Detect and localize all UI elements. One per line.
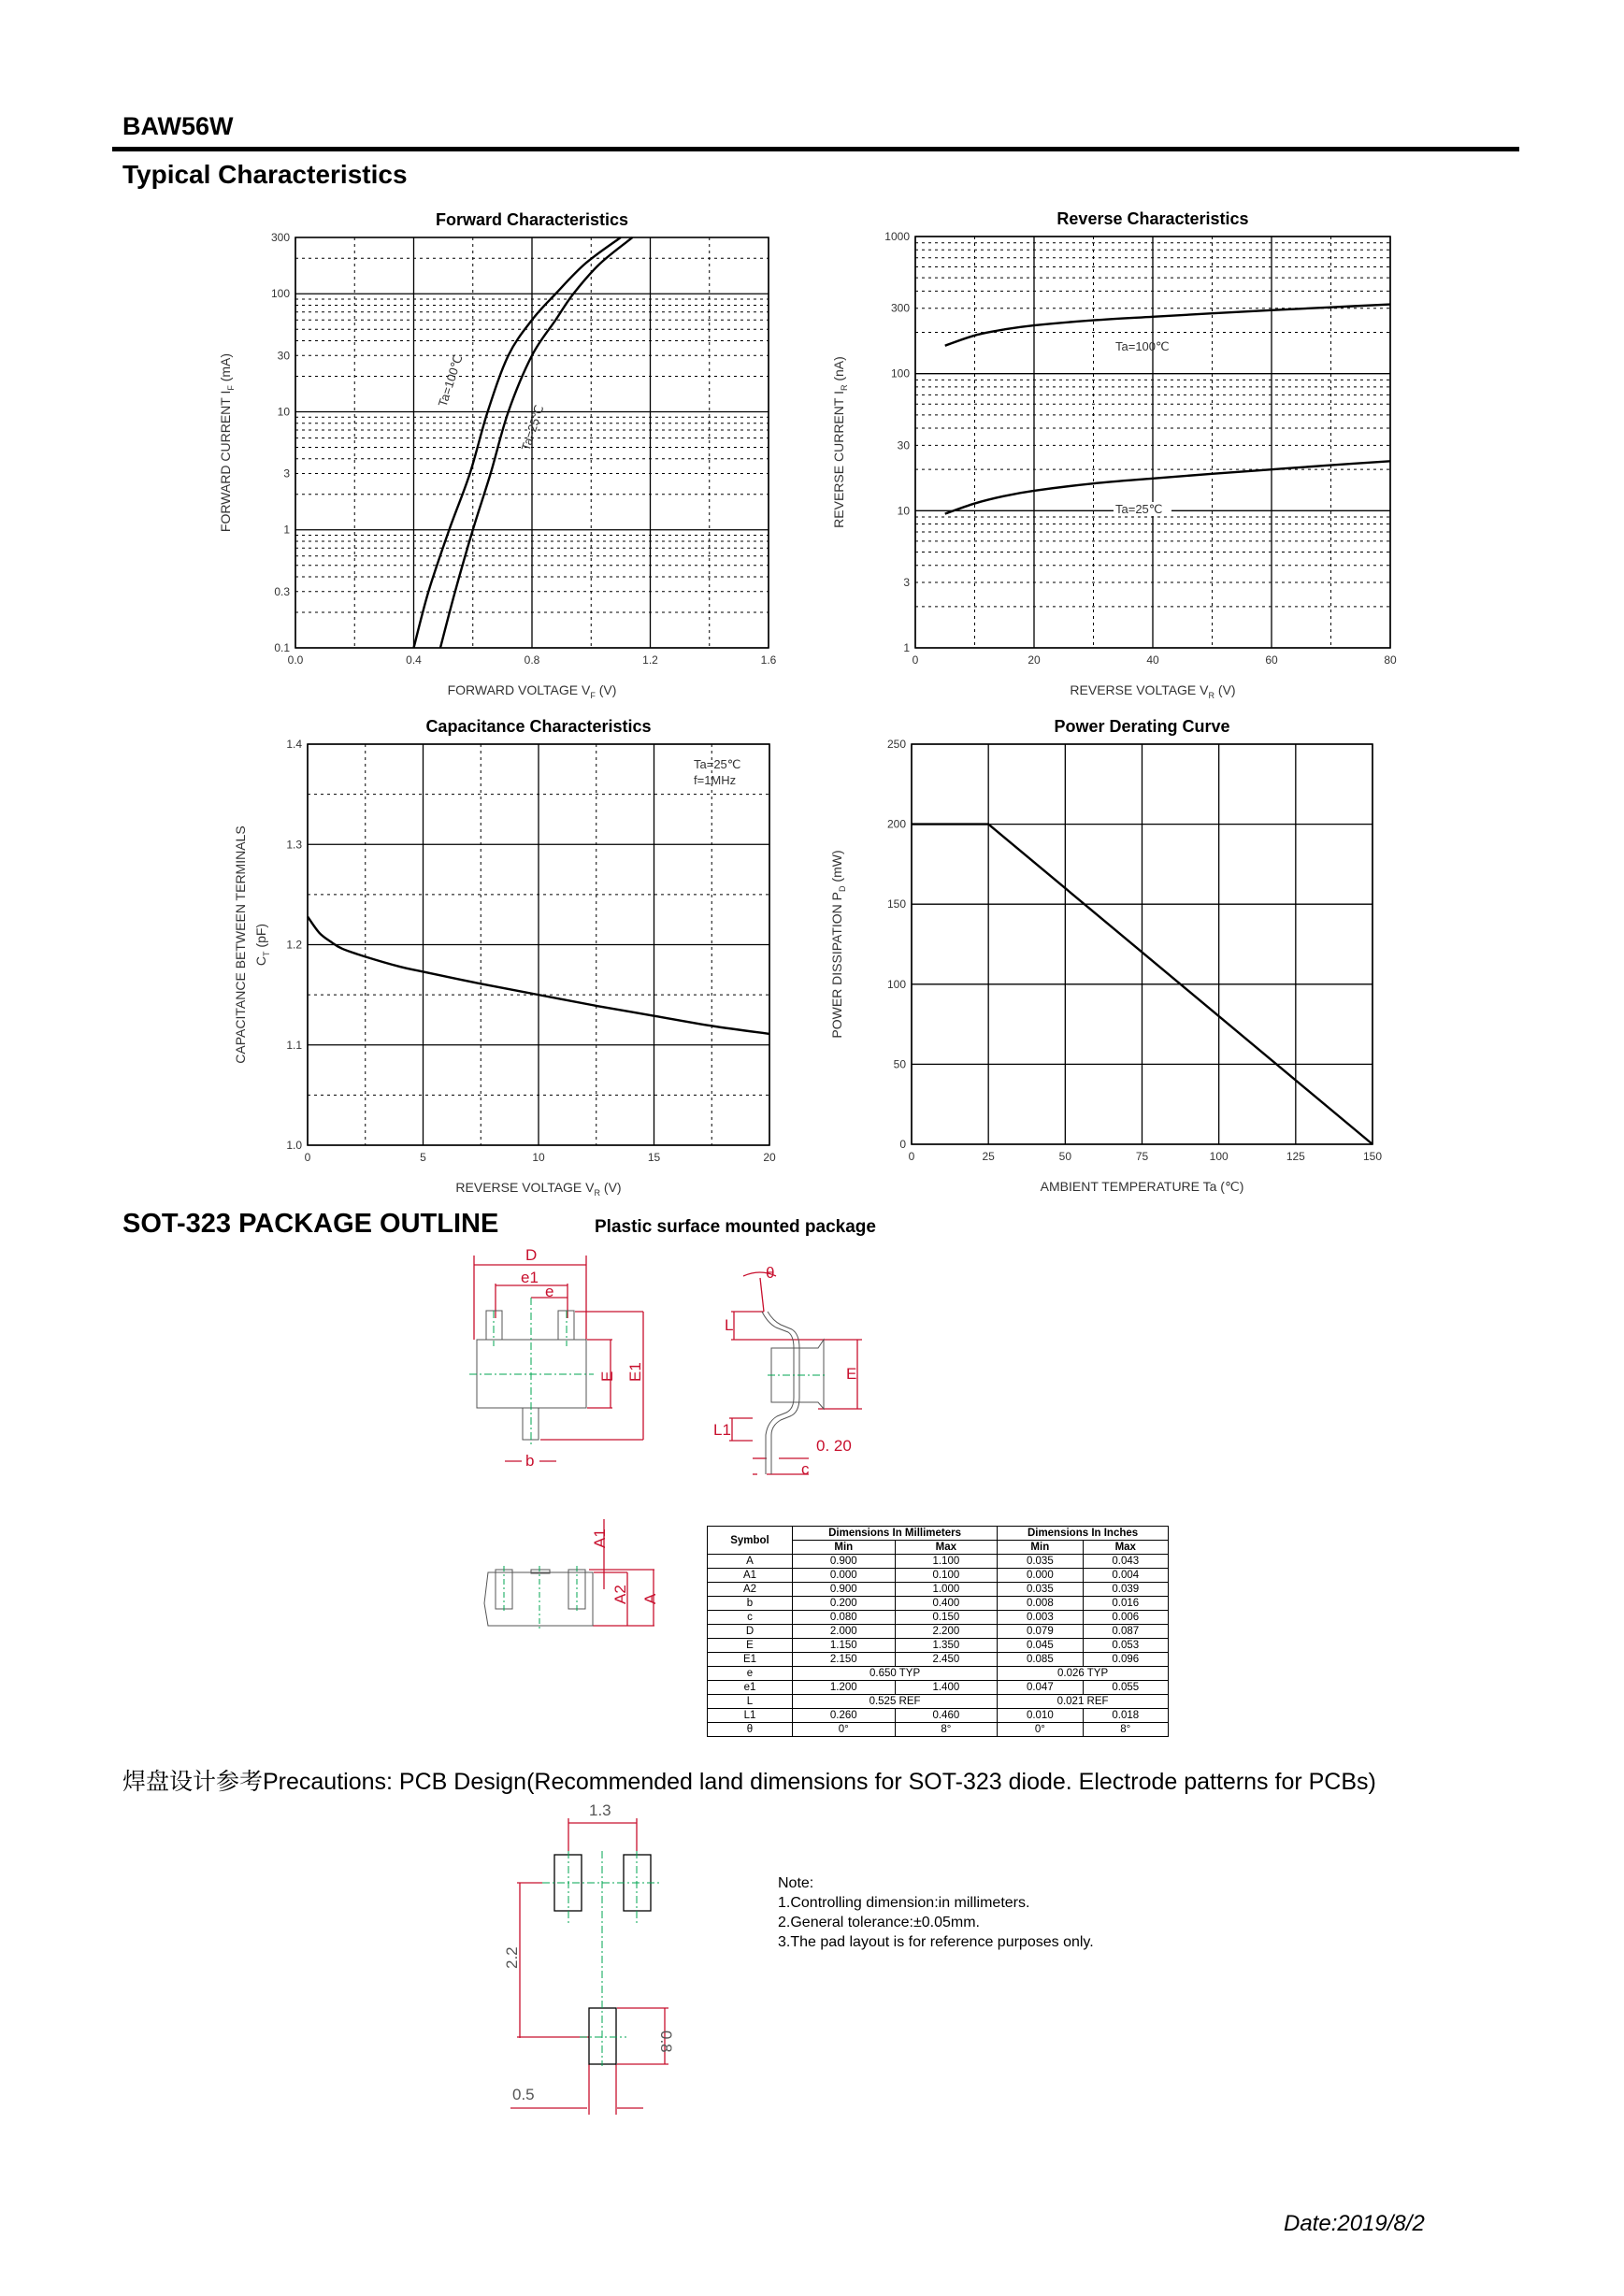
x-tick-label: 50 [1058, 1150, 1072, 1163]
table-cell: 0.006 [1083, 1611, 1168, 1625]
table-cell: 0.055 [1083, 1681, 1168, 1695]
y-tick-label: 1 [283, 523, 290, 537]
y-tick-label: 100 [270, 287, 290, 301]
pcb-dim-pad-width: 0.5 [512, 2086, 535, 2103]
y-axis-label: REVERSE CURRENT $I_R$ (nA) [831, 356, 849, 528]
dim-label-A1: A1 [591, 1528, 609, 1548]
dim-label-theta: θ [766, 1264, 775, 1282]
table-cell: 1.100 [895, 1555, 998, 1569]
table-cell: 0.900 [793, 1555, 896, 1569]
table-cell: 2.000 [793, 1625, 896, 1639]
table-cell: D [708, 1625, 793, 1639]
dim-label-L: L [725, 1316, 734, 1334]
x-tick-label: 0 [908, 1150, 915, 1163]
x-tick-label: 0.0 [287, 653, 304, 667]
section-title: Typical Characteristics [122, 160, 408, 189]
pcb-notes [778, 1873, 1094, 1952]
capacitance-characteristics-chart [215, 701, 813, 1206]
chart-title: Forward Characteristics [435, 210, 629, 229]
y-tick-label: 200 [886, 817, 906, 831]
table-cell: 0.018 [1083, 1709, 1168, 1723]
dim-label-A: A [641, 1593, 659, 1604]
pcb-dim-pad-length: 0.8 [657, 2031, 675, 2053]
note-3: 3.The pad layout is for reference purposes only. [778, 1934, 1094, 1950]
table-cell: 0.085 [998, 1653, 1083, 1667]
y-tick-label: 1000 [884, 230, 910, 243]
table-cell: b [708, 1597, 793, 1611]
col-mm-min: Min [793, 1541, 896, 1555]
dim-label-E: E [598, 1370, 616, 1382]
table-row [708, 1653, 1169, 1667]
y-axis-label: POWER DISSIPATION $P_D$ (mW) [829, 850, 847, 1039]
y-tick-label: 250 [886, 738, 906, 751]
y-axis-label: CAPACITANCE BETWEEN TERMINALS [233, 825, 248, 1064]
y-tick-label: 1.0 [286, 1139, 302, 1152]
pcb-land-pattern-drawing [486, 1786, 767, 2103]
y-tick-label: 3 [903, 576, 910, 590]
table-cell: 0.096 [1083, 1653, 1168, 1667]
dim-label-L1: L1 [713, 1421, 731, 1439]
x-tick-label: 0.8 [524, 653, 540, 667]
x-axis-label: REVERSE VOLTAGE $V_R$ (V) [1070, 682, 1236, 700]
col-in-max: Max [1083, 1541, 1168, 1555]
dim-label-c: c [801, 1460, 810, 1478]
pcb-dim-row-gap: 2.2 [503, 1946, 521, 1969]
table-cell: 0° [998, 1723, 1083, 1737]
table-cell: 0.003 [998, 1611, 1083, 1625]
table-cell: c [708, 1611, 793, 1625]
table-cell: 0.043 [1083, 1555, 1168, 1569]
table-cell: 0.525 REF [793, 1695, 998, 1709]
x-tick-label: 75 [1135, 1150, 1149, 1163]
x-tick-label: 0 [304, 1151, 311, 1164]
y-tick-label: 1.3 [286, 838, 302, 852]
x-tick-label: 20 [1028, 653, 1041, 667]
y-tick-label: 300 [270, 231, 290, 244]
table-cell: 0.004 [1083, 1569, 1168, 1583]
forward-characteristics-chart [187, 196, 823, 701]
table-row [708, 1555, 1169, 1569]
x-axis-label: AMBIENT TEMPERATURE Ta (℃) [1040, 1179, 1244, 1194]
x-tick-label: 0.4 [406, 653, 422, 667]
table-cell: 2.200 [895, 1625, 998, 1639]
x-tick-label: 20 [763, 1151, 776, 1164]
dim-label-gauge: 0. 20 [816, 1437, 852, 1455]
table-cell: 0.035 [998, 1583, 1083, 1597]
reverse-characteristics-chart [813, 196, 1412, 701]
y-tick-label: 10 [897, 504, 910, 518]
y-tick-label: 50 [893, 1057, 906, 1071]
y-tick-label: 150 [886, 897, 906, 911]
chart-title: Reverse Characteristics [1056, 209, 1249, 228]
chart-annotation: Ta=25℃ [518, 403, 547, 452]
series-line [414, 237, 621, 648]
table-cell: 0.200 [793, 1597, 896, 1611]
table-cell: 0.650 TYP [793, 1667, 998, 1681]
x-tick-label: 25 [982, 1150, 995, 1163]
dim-label-e1: e1 [521, 1269, 539, 1286]
table-cell: 8° [895, 1723, 998, 1737]
table-cell: θ [708, 1723, 793, 1737]
power-derating-chart [813, 701, 1412, 1206]
package-top-view-drawing [458, 1243, 711, 1477]
x-tick-label: 100 [1209, 1150, 1229, 1163]
x-tick-label: 150 [1362, 1150, 1383, 1163]
table-cell: 0.000 [793, 1569, 896, 1583]
table-cell: 1.350 [895, 1639, 998, 1653]
table-cell: e [708, 1667, 793, 1681]
table-cell: 0.039 [1083, 1583, 1168, 1597]
table-cell: 8° [1083, 1723, 1168, 1737]
note-heading: Note: [778, 1875, 814, 1891]
x-tick-label: 1.6 [760, 653, 777, 667]
dim-label-b: b [525, 1452, 535, 1470]
y-tick-label: 1.1 [286, 1038, 302, 1052]
y-tick-label: 3 [283, 466, 290, 481]
table-row [708, 1625, 1169, 1639]
table-cell: A2 [708, 1583, 793, 1597]
table-cell: 1.400 [895, 1681, 998, 1695]
dim-label-E1: E1 [626, 1362, 644, 1382]
table-row [708, 1639, 1169, 1653]
table-cell: E1 [708, 1653, 793, 1667]
chart-title: Capacitance Characteristics [425, 717, 652, 736]
table-cell: A1 [708, 1569, 793, 1583]
chart-annotation: Ta=100℃ [435, 352, 466, 409]
x-axis-label: FORWARD VOLTAGE $V_F$ (V) [447, 682, 617, 700]
x-tick-label: 5 [420, 1151, 426, 1164]
dimensions-table [707, 1526, 1169, 1737]
package-subtitle: Plastic surface mounted package [595, 1217, 876, 1237]
table-row [708, 1667, 1169, 1681]
y-tick-label: 300 [890, 301, 910, 315]
x-tick-label: 0 [912, 653, 919, 667]
dim-label-A2: A2 [611, 1585, 629, 1604]
col-group-mm: Dimensions In Millimeters [793, 1527, 998, 1541]
chart-grid [915, 237, 1390, 648]
chart-title: Power Derating Curve [1054, 717, 1230, 736]
table-cell: 0.260 [793, 1709, 896, 1723]
y-axis-label-2: $C_T$ (pF) [253, 923, 271, 967]
chart-annotation: Ta=100℃ [1115, 339, 1170, 353]
table-cell: 0.100 [895, 1569, 998, 1583]
x-tick-label: 10 [532, 1151, 545, 1164]
table-cell: 0.010 [998, 1709, 1083, 1723]
part-number-title: BAW56W [122, 112, 234, 140]
table-cell: 0.000 [998, 1569, 1083, 1583]
package-front-view-drawing [458, 1496, 683, 1636]
chart-grid [308, 744, 769, 1145]
y-tick-label: 1 [903, 641, 910, 654]
pcb-design-title: 焊盘设计参考Precautions: PCB Design(Recommended land dimensions for SOT-323 diode. Electrode patterns for PCBs) [122, 1769, 1376, 1795]
table-cell: 0.026 TYP [998, 1667, 1169, 1681]
table-cell: 1.150 [793, 1639, 896, 1653]
table-cell: 1.200 [793, 1681, 896, 1695]
chart-annotation: f=1MHz [694, 773, 737, 787]
table-cell: 0° [793, 1723, 896, 1737]
chart-annotation: Ta=25℃ [1115, 502, 1163, 516]
y-tick-label: 1.4 [286, 738, 302, 751]
table-cell: 0.045 [998, 1639, 1083, 1653]
x-tick-label: 40 [1146, 653, 1159, 667]
y-tick-label: 30 [897, 438, 910, 452]
table-row [708, 1709, 1169, 1723]
y-tick-label: 10 [277, 405, 290, 419]
dim-label-E-side: E [846, 1365, 857, 1383]
y-tick-label: 100 [890, 366, 910, 380]
table-cell: 0.035 [998, 1555, 1083, 1569]
table-cell: 1.000 [895, 1583, 998, 1597]
table-cell: 0.460 [895, 1709, 998, 1723]
y-tick-label: 100 [886, 977, 906, 991]
y-tick-label: 0.3 [274, 584, 290, 598]
table-cell: A [708, 1555, 793, 1569]
note-1: 1.Controlling dimension:in millimeters. [778, 1895, 1030, 1911]
y-tick-label: 0.1 [274, 641, 290, 654]
table-row [708, 1611, 1169, 1625]
table-cell: 0.900 [793, 1583, 896, 1597]
package-side-view-drawing [713, 1257, 888, 1482]
table-row [708, 1597, 1169, 1611]
table-cell: L1 [708, 1709, 793, 1723]
package-outline-title: SOT-323 PACKAGE OUTLINE [122, 1209, 499, 1239]
col-mm-max: Max [895, 1541, 998, 1555]
table-cell: 0.087 [1083, 1625, 1168, 1639]
x-tick-label: 125 [1286, 1150, 1305, 1163]
x-tick-label: 80 [1384, 653, 1397, 667]
table-cell: 0.053 [1083, 1639, 1168, 1653]
dim-label-D: D [525, 1246, 538, 1264]
x-tick-label: 60 [1265, 653, 1278, 667]
table-cell: 0.021 REF [998, 1695, 1169, 1709]
y-tick-label: 30 [277, 349, 290, 363]
y-tick-label: 0 [899, 1138, 906, 1151]
pcb-dim-pitch: 1.3 [589, 1801, 611, 1819]
y-tick-label: 1.2 [286, 938, 302, 952]
table-cell: 0.150 [895, 1611, 998, 1625]
table-row [708, 1723, 1169, 1737]
table-cell: L [708, 1695, 793, 1709]
note-2: 2.General tolerance:±0.05mm. [778, 1915, 980, 1930]
table-row [708, 1695, 1169, 1709]
x-tick-label: 15 [647, 1151, 661, 1164]
col-group-in: Dimensions In Inches [998, 1527, 1169, 1541]
table-cell: 0.400 [895, 1597, 998, 1611]
table-cell: 0.047 [998, 1681, 1083, 1695]
table-row [708, 1569, 1169, 1583]
dim-label-e: e [545, 1283, 554, 1300]
x-tick-label: 1.2 [642, 653, 658, 667]
table-cell: 0.079 [998, 1625, 1083, 1639]
table-cell: 0.016 [1083, 1597, 1168, 1611]
table-cell: 2.450 [895, 1653, 998, 1667]
y-axis-label: FORWARD CURRENT $I_F$ (mA) [218, 352, 236, 533]
col-symbol: Symbol [708, 1527, 793, 1555]
table-cell: E [708, 1639, 793, 1653]
table-cell: 2.150 [793, 1653, 896, 1667]
col-in-min: Min [998, 1541, 1083, 1555]
table-cell: 0.080 [793, 1611, 896, 1625]
table-row [708, 1583, 1169, 1597]
header-rule [112, 147, 1519, 151]
document-date: Date:2019/8/2 [1284, 2211, 1425, 2236]
table-row [708, 1681, 1169, 1695]
chart-annotation: Ta=25℃ [694, 757, 741, 771]
table-cell: 0.008 [998, 1597, 1083, 1611]
table-cell: e1 [708, 1681, 793, 1695]
x-axis-label: REVERSE VOLTAGE $V_R$ (V) [455, 1180, 622, 1198]
chart-grid [912, 744, 1372, 1144]
